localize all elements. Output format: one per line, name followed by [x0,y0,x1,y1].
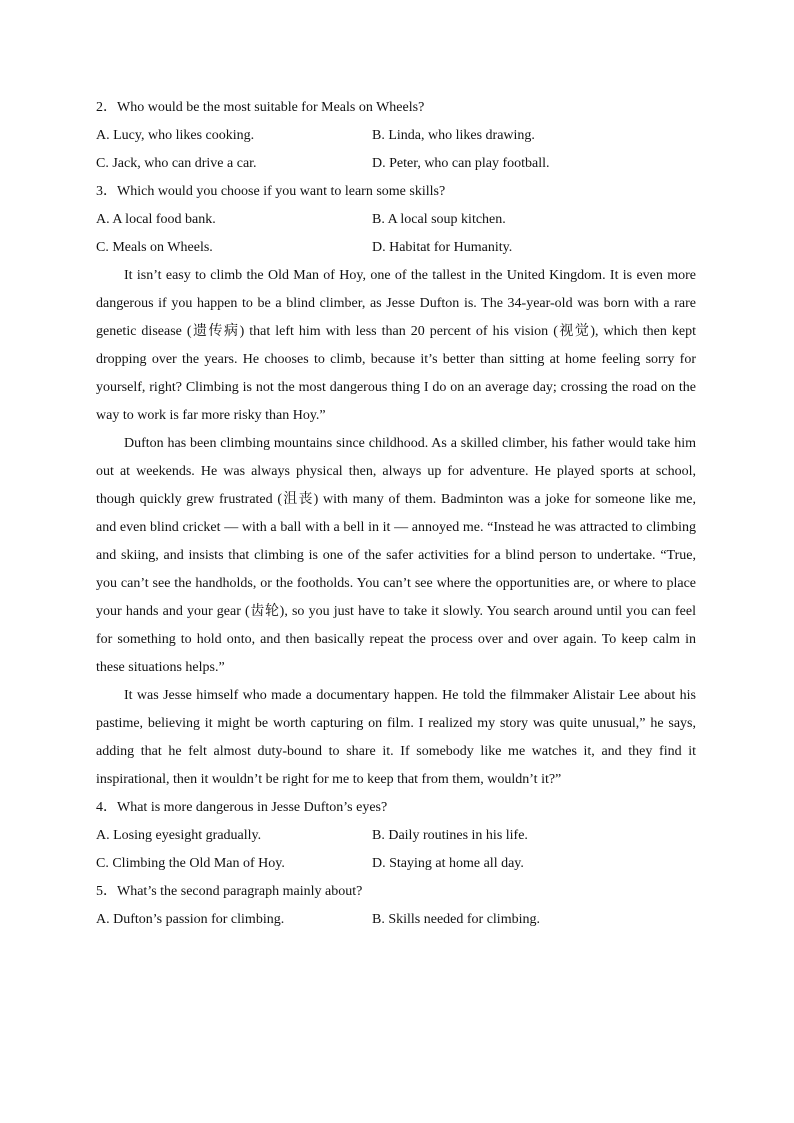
option-c: C. Jack, who can drive a car. [96,156,257,171]
question-4-options-row-1 [96,822,696,850]
passage-paragraph-1: It isn’t easy to climb the Old Man of Hoy, one of the tallest in the United Kingdom. It is even more dangerous if you happen to be a blind climber, as Jesse Dufton is. The 34-year-old was born with a rare genetic disease (遗传病) that left him with less than 20 percent of his vision (视觉), which then kept dropping over the years. He chooses to climb, because it’s better than sitting at home feeling sorry for yourself, right? Climbing is not the most dangerous thing I do on an average day; crossing the road on the way to work is far more risky than Hoy.” [96,268,696,423]
option-b: B. Linda, who likes drawing. [372,128,535,143]
option-b: B. A local soup kitchen. [372,212,506,227]
option-c: C. Meals on Wheels. [96,240,213,255]
option-a: A. Dufton’s passion for climbing. [96,912,285,927]
question-5: 5．What’s the second paragraph mainly about? [96,884,363,899]
option-d: D. Habitat for Humanity. [372,240,513,255]
question-2: 2．Who would be the most suitable for Meals on Wheels? [96,100,425,115]
option-d: D. Peter, who can play football. [372,156,550,171]
question-4-options-row-2 [96,850,696,878]
question-2-options-row-1 [96,122,696,150]
option-b: B. Daily routines in his life. [372,828,528,843]
option-a: A. Lucy, who likes cooking. [96,128,255,143]
question-5-options-row-1 [96,906,696,934]
option-c: C. Climbing the Old Man of Hoy. [96,856,285,871]
document-page [96,94,696,934]
option-d: D. Staying at home all day. [372,856,524,871]
option-a: A. Losing eyesight gradually. [96,828,262,843]
question-3-options-row-2 [96,234,696,262]
question-3: 3．Which would you choose if you want to learn some skills? [96,184,446,199]
passage-paragraph-3: It was Jesse himself who made a documentary happen. He told the filmmaker Alistair Lee about his pastime, believing it might be worth capturing on film. I realized my story was quite unusual,” he says, adding that he felt almost duty-bound to share it. If somebody like me watches it, and they find it inspirational, then it wouldn’t be right for me to keep that from them, wouldn’t it?” [96,688,696,787]
question-2-options-row-2 [96,150,696,178]
question-4: 4．What is more dangerous in Jesse Dufton’s eyes? [96,800,388,815]
passage-paragraph-2: Dufton has been climbing mountains since childhood. As a skilled climber, his father would take him out at weekends. He was always physical then, always up for adventure. He played sports at school, though quickly grew frustrated (沮丧) with many of them. Badminton was a joke for someone like me, and even blind cricket — with a ball with a bell in it — annoyed me. “Instead he was attracted to climbing and skiing, and insists that climbing is one of the safer activities for a blind person to undertake. “True, you can’t see the handholds, or the footholds. You can’t see where the opportunities are, or where to place your hands and your gear (齿轮), so you just have to take it slowly. You search around until you can feel for something to hold onto, and then basically repeat the process over and over again. To keep calm in these situations helps.” [96,436,696,675]
question-3-options-row-1 [96,206,696,234]
option-b: B. Skills needed for climbing. [372,912,540,927]
option-a: A. A local food bank. [96,212,216,227]
